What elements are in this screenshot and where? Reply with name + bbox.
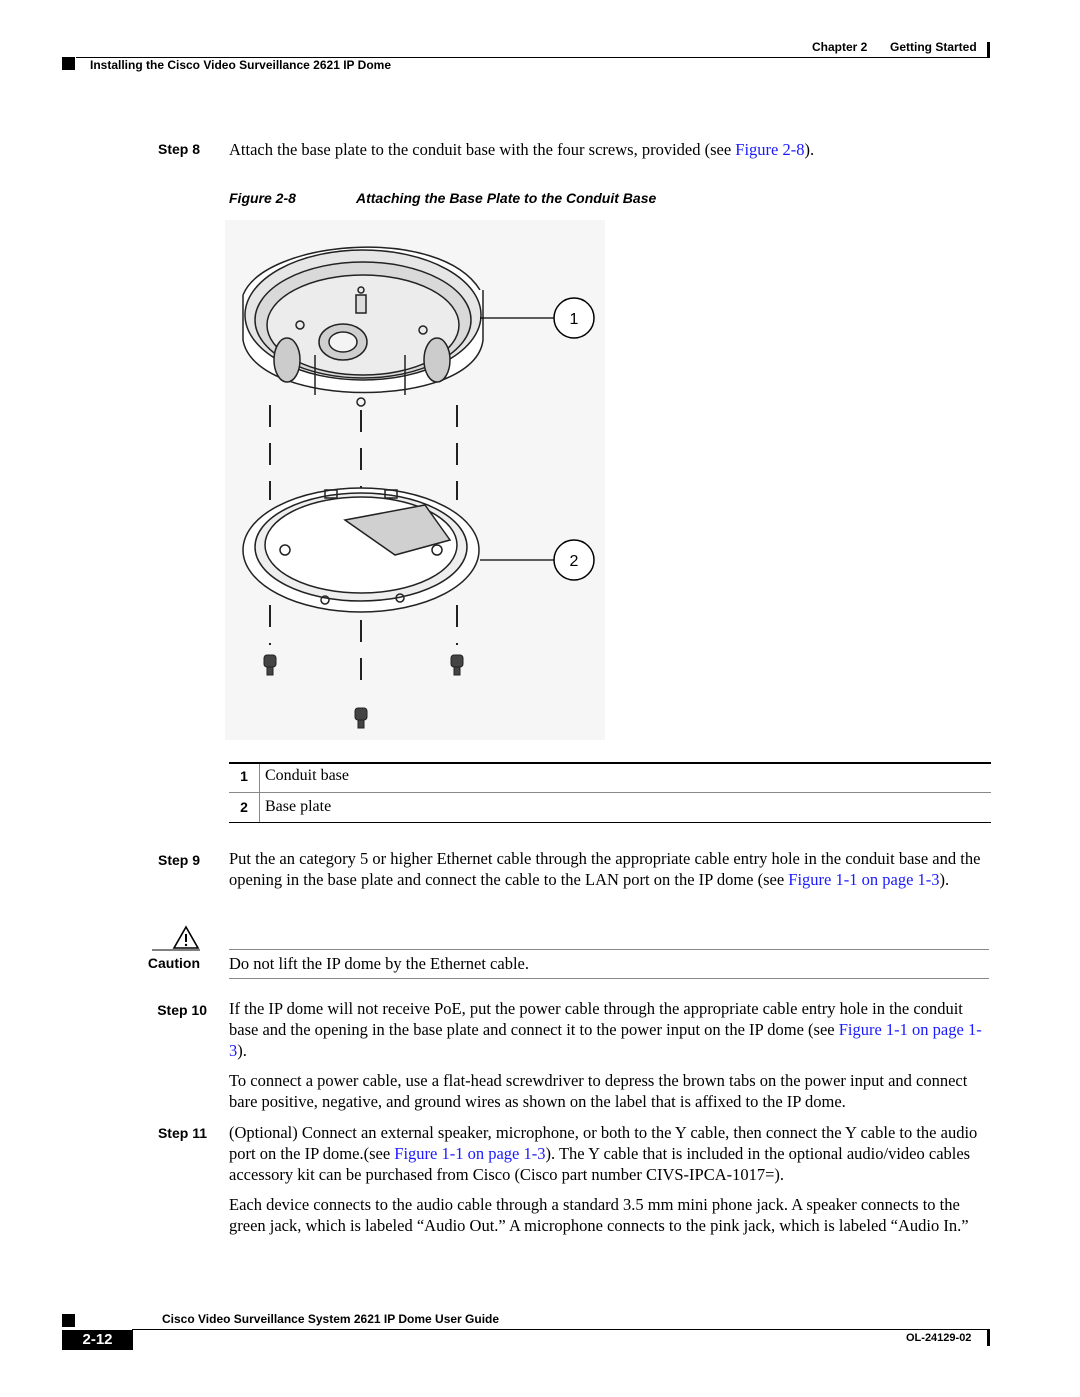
callout-markers [480,290,610,590]
figure-1-1-link-step11[interactable]: Figure 1-1 on page 1-3 [394,1144,546,1163]
figure-number: Figure 2-8 [229,190,296,206]
footer-guide-title: Cisco Video Surveillance System 2621 IP Dome User Guide [162,1312,500,1326]
callout-table [229,764,991,823]
step-10-text-end: ). [237,1041,247,1060]
header-chapter: Chapter 2 [812,40,868,54]
header-section: Installing the Cisco Video Surveillance 2621 IP Dome [90,58,392,72]
caution-label: Caution [147,955,200,971]
step-8-label: Step 8 [157,141,200,157]
footer-square-marker [62,1314,75,1327]
step-8-text-body: Attach the base plate to the conduit base with the four screws, provided (see [229,140,736,159]
step-9-label: Step 9 [157,852,200,868]
step-11-text-body: (Optional) Connect an external speaker, microphone, or both to the Y cable, then connect the Y cable to the audio port on the IP dome.(see [229,1123,978,1163]
figure-2-8-link[interactable]: Figure 2-8 [735,140,805,159]
step-9-text [229,848,989,890]
step-10-text [229,998,989,1061]
step-8-text-end: ). [804,140,815,159]
footer-page-number: 2-12 [62,1330,133,1350]
callout-2-number: 2 [569,553,579,570]
base-plate-drawing [243,488,479,612]
header-square-marker [62,57,75,70]
header-chapter-title: Getting Started [890,40,977,54]
step-9-text-end: ). [939,870,950,889]
step-8-text [229,139,989,160]
footer-rule-mark [987,1330,990,1346]
caution-text: Do not lift the IP dome by the Ethernet cable. [229,954,529,973]
callout-row-2 [229,793,991,823]
callout-1-label: Conduit base [265,767,349,784]
header-rule-mark [987,42,990,58]
step-11-para2: Each device connects to the audio cable through a standard 3.5 mm mini phone jack. A speaker connects to the green jack, which is labeled “Audio Out.” A microphone connects to the pink jack, which is labeled “Audio In.” [229,1195,969,1235]
step-9-text-body: Put the an category 5 or higher Ethernet cable through the appropriate cable entry hole in the conduit base and the opening in the base plate and connect the cable to the LAN port on the IP dome (see [229,849,981,889]
caution-top-rule [229,949,989,950]
caution-bottom-rule [229,978,989,979]
callout-1-number: 1 [569,311,579,328]
caution-icon [152,924,200,952]
figure-1-1-link-step9[interactable]: Figure 1-1 on page 1-3 [788,870,940,889]
callout-1-num: 1 [229,764,260,792]
header-rule [76,57,990,58]
callout-2-label: Base plate [265,798,332,815]
callout-2-num: 2 [229,793,260,822]
step-11-text [229,1122,989,1185]
figure-title: Attaching the Base Plate to the Conduit Base [356,190,657,206]
footer-doc-id: OL-24129-02 [906,1332,972,1344]
footer-rule [132,1329,990,1330]
step-10-label: Step 10 [157,1002,207,1018]
step-11-label: Step 11 [157,1125,207,1141]
step-10-para2: To connect a power cable, use a flat-head screwdriver to depress the brown tabs on the power input and connect bare positive, negative, and ground wires as shown on the label that is affixed to the IP dome. [229,1071,968,1111]
step-10-text-body: If the IP dome will not receive PoE, put the power cable through the appropriate cable entry hole in the conduit base and the opening in the base plate and connect it to the power input on the IP dome (see [229,999,963,1039]
figure-1-1-link-step10[interactable]: Figure 1-1 on page 1-3 [229,1020,982,1060]
step-11-text-end: ). The Y cable that is included in the optional audio/video cables accessory kit can be purchased from Cisco (Cisco part number CIVS-IPCA-1017=). [229,1144,971,1184]
callout-row-1 [229,764,991,793]
